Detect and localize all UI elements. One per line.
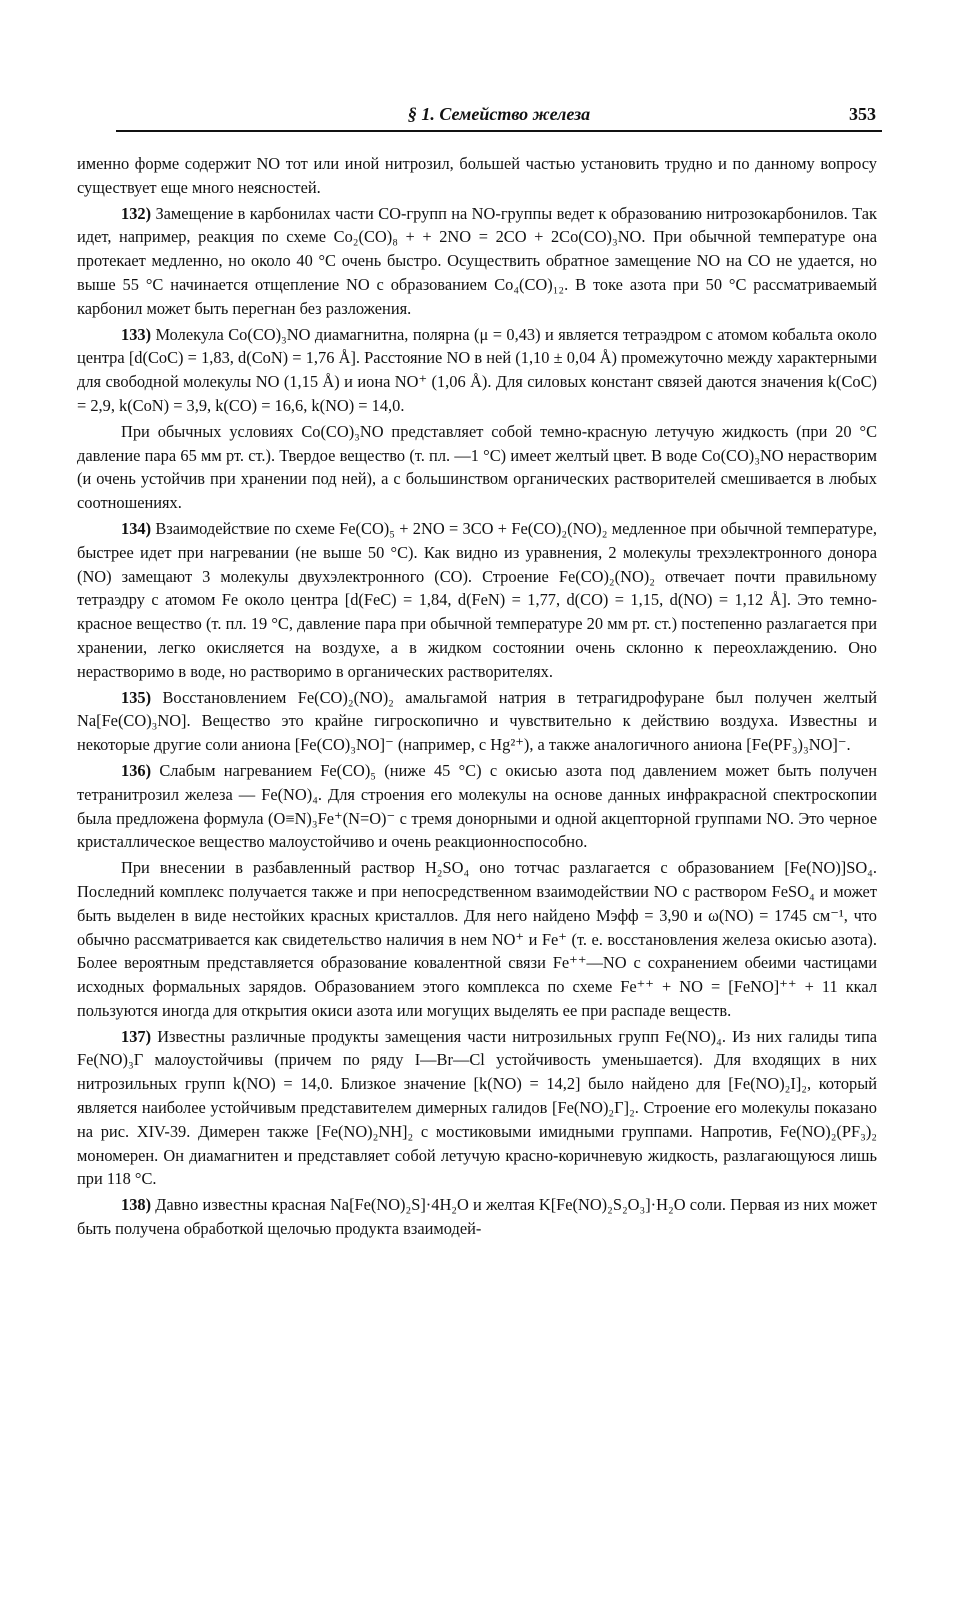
paragraph-text: Давно известны красная Na[Fe(NO)₂S]·4H₂O и желтая K[Fe(NO)₂S₂O₃]·H₂O соли. Первая из них может быть получена обработкой щелочью продукта взаимодей- [77,1195,877,1239]
paragraph [77,152,877,200]
paragraph-text: Молекула Co(CO)₃NO диамагнитна, полярна (μ = 0,43) и является тетраэдром с атомом кобальта около центра [d(CoC) = 1,83, d(CoN) = 1,76 Å]. Расстояние NO в ней (1,10 ± 0,04 Å) промежуточно между характерными для свободной молекулы NO (1,15 Å) и иона NO⁺ (1,06 Å). Для силовых констант связей даются значения k(CoC) = 2,9, k(CoN) = 3,9, k(CO) = 16,6, k(NO) = 14,0. [77,324,877,415]
paragraph [77,1193,877,1241]
paragraph [77,420,877,515]
paragraph-text: При обычных условиях Co(CO)₃NO представляет собой темно-красную летучую жидкость (при 20 °C давление пара 65 мм рт. ст.). Твердое вещество (т. пл. —1 °C) имеет желтый цвет. В воде Co(CO)₃NO нерастворим (и очень устойчив при хранении под ней), а с большинством органических растворителей смешивается в любых соотношениях. [77,421,877,513]
paragraph-number: 137) [121,1026,152,1046]
paragraph [77,323,877,418]
paragraph [77,856,877,1023]
paragraph [77,686,877,757]
running-header [116,100,882,130]
paragraph-number: 138) [121,1195,152,1215]
paragraph [77,202,877,321]
paragraph-text: Восстановлением Fe(CO)₂(NO)₂ амальгамой натрия в тетрагидрофуране был получен желтый Na[Fe(CO)₃NO]. Вещество это крайне гигроскопично и чувствительно к действию воздуха. Известны и некоторые другие соли аниона [Fe(CO)₃NO]⁻ (например, с Hg²⁺), а также аналогичного аниона [Fe(PF₃)₃NO]⁻. [77,687,877,755]
paragraph-text: Известны различные продукты замещения части нитрозильных групп Fe(NO)₄. Из них галиды типа Fe(NO)₃Г малоустойчивы (причем по ряду I—Br—Cl устойчивость уменьшается). Для входящих в них нитрозильных групп k(NO) = 14,0. Близкое значение [k(NO) = 14,2] было найдено для [Fe(NO)₂I]₂, который является наиболее устойчивым представителем димерных галидов [Fe(NO)₂Г]₂. Строение его молекулы показано на рис. XIV-39. Димерен также [Fe(NO)₂NH]₂ с мостиковыми имидными группами. Напротив, Fe(NO)₂(PF₃)₂ мономерен. Он диамагнитен и представляет собой летучую красно-коричневую жидкость, разлагающуюся лишь при 118 °C. [77,1026,877,1189]
paragraph-number: 135) [121,687,152,707]
paragraph-number: 133) [121,324,152,344]
paragraph-number: 134) [121,518,152,538]
paragraph [77,1025,877,1192]
paragraph [77,759,877,854]
paragraph-number: 132) [121,203,152,223]
paragraph-number: 136) [121,760,152,780]
paragraph-text: именно форме содержит NO тот или иной нитрозил, большей частью установить трудно и по данному вопросу существует еще много неясностей. [77,154,877,197]
paragraph-text: Слабым нагреванием Fe(CO)₅ (ниже 45 °C) с окисью азота под давлением может быть получен тетранитрозил железа — Fe(NO)₄. Для строения его молекулы на основе данных инфракрасной спектроскопии была предложена формула (O≡N)₃Fe⁺(N=O)⁻ с тремя донорными и одной акцепторной группами NO. Это черное кристаллическое вещество малоустойчиво и очень реакционноспособно. [77,760,877,852]
paragraph-text: При внесении в разбавленный раствор H₂SO₄ оно тотчас разлагается с образованием [Fe(NO)]SO₄. Последний комплекс получается также и при непосредственном взаимодействии NO с раствором FeSO₄ и может быть выделен в виде нестойких красных кристаллов. Для него найдено Mэфф = 3,90 и ω(NO) = 1745 см⁻¹, что обычно рассматривается как свидетельство наличия в нем NO⁺ и Fe⁺ (т. е. восстановления железа окисью азота). Более вероятным представляется образование ковалентной связи Fe⁺⁺—NO с сохранением обеими частицами исходных формальных зарядов. Образованием этого комплекса по схеме Fe⁺⁺ + NO = [FeNO]⁺⁺ + 11 ккал пользуются иногда для открытия окиси азота или могущих выделять ее при распаде веществ. [77,858,877,1020]
page-number: 353 [849,104,876,124]
header-rule [116,130,882,132]
section-title: § 1. Семейство железа [407,104,591,124]
paragraph-text: Замещение в карбонилах части CO-групп на NO-группы ведет к образованию нитрозокарбонилов. Так идет, например, реакция по схеме Co₂(CO)₈ + + 2NO = 2CO + 2Co(CO)₃NO. При обычной температуре она протекает медленно, но около 40 °C очень быстро. Осуществить обратное замещение NO на CO не удается, но выше 55 °C начинается отщепление NO с образованием Co₄(CO)₁₂. В токе азота при 50 °C рассматриваемый карбонил может быть перегнан без разложения. [77,203,877,318]
body-text [77,152,877,1241]
paragraph-text: Взаимодействие по схеме Fe(CO)₅ + 2NO = 3CO + Fe(CO)₂(NO)₂ медленное при обычной температуре, быстрее идет при нагревании (не выше 50 °C). Как видно из уравнения, 2 молекулы трехэлектронного донора (NO) замещают 3 молекулы двухэлектронного (CO). Строение Fe(CO)₂(NO)₂ отвечает почти правильному тетраэдру с атомом Fe около центра [d(FeC) = 1,84, d(FeN) = 1,77, d(CO) = 1,15, d(NO) = 1,12 Å]. Это темно-красное вещество (т. пл. 19 °C, давление пара при обычной температуре 20 мм рт. ст.) постепенно разлагается при хранении, легко окисляется на воздухе, а в жидком состоянии очень склонно к переохлаждению. Оно нерастворимо в воде, но растворимо в органических растворителях. [77,518,877,681]
paragraph [77,517,877,684]
